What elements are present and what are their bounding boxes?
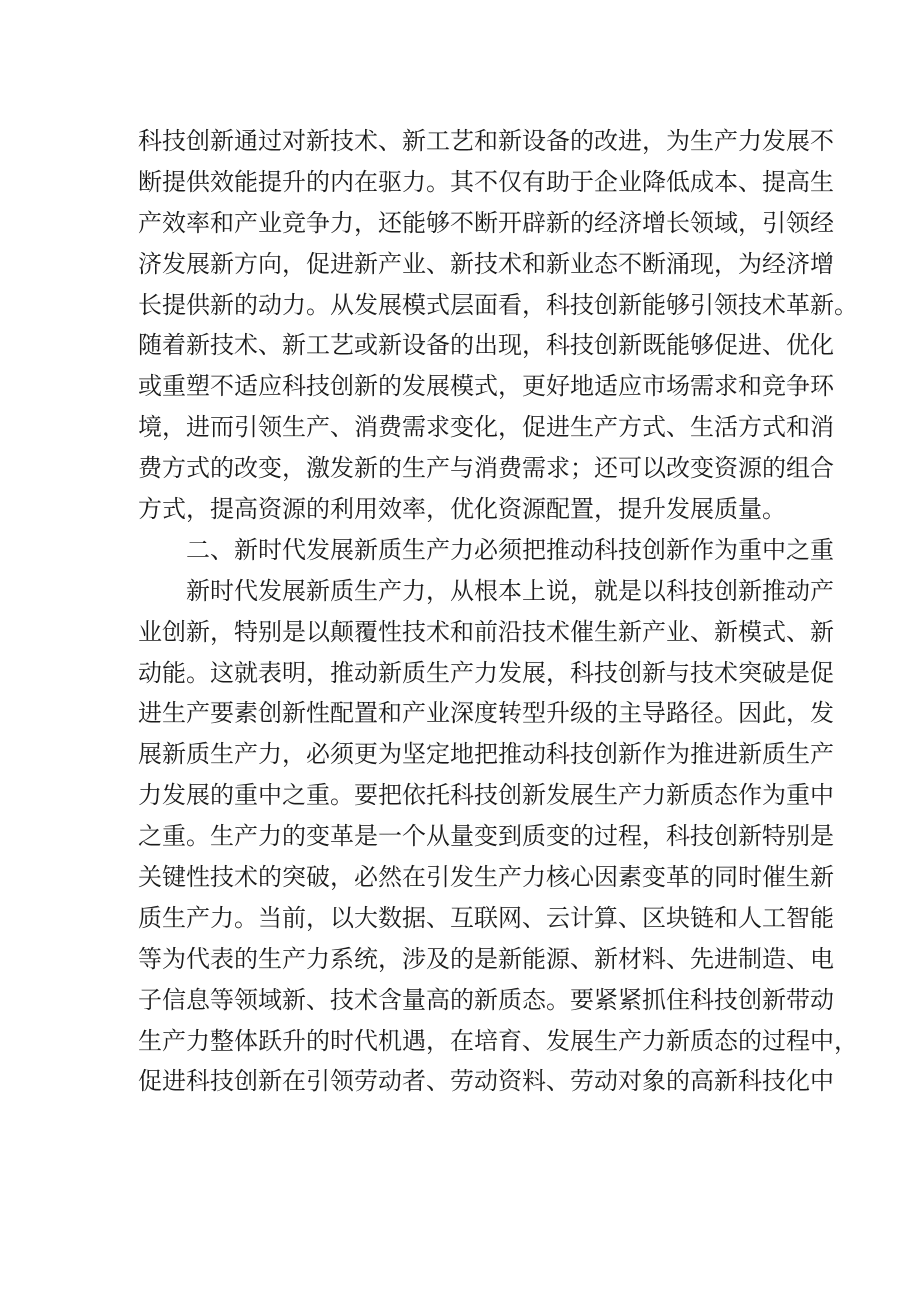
paragraph-line: 业创新，特别是以颠覆性技术和前沿技术催生新产业、新模式、新 <box>138 617 834 646</box>
paragraph-line: 长提供新的动力。从发展模式层面看，科技创新能够引领技术革新。 <box>138 290 858 319</box>
paragraph-line: 进生产要素创新性配置和产业深度转型升级的主导路径。因此，发 <box>138 699 834 728</box>
paragraph-1 <box>138 121 858 530</box>
body-text <box>138 121 858 1102</box>
paragraph-line: 济发展新方向，促进新产业、新技术和新业态不断涌现，为经济增 <box>138 249 834 278</box>
paragraph-line: 展新质生产力，必须更为坚定地把推动科技创新作为推进新质生产 <box>138 740 834 769</box>
paragraph-line: 动能。这就表明，推动新质生产力发展，科技创新与技术突破是促 <box>138 658 834 687</box>
paragraph-line: 或重塑不适应科技创新的发展模式，更好地适应市场需求和竞争环 <box>138 372 834 401</box>
paragraph-line: 生产力整体跃升的时代机遇，在培育、发展生产力新质态的过程中， <box>138 1026 858 1055</box>
paragraph-line: 等为代表的生产力系统，涉及的是新能源、新材料、先进制造、电 <box>138 944 834 973</box>
paragraph-line: 子信息等领域新、技术含量高的新质态。要紧紧抓住科技创新带动 <box>138 985 834 1014</box>
paragraph-line: 方式，提高资源的利用效率，优化资源配置，提升发展质量。 <box>138 495 786 524</box>
paragraph-line: 质生产力。当前，以大数据、互联网、云计算、区块链和人工智能 <box>138 903 834 932</box>
paragraph-line: 新时代发展新质生产力，从根本上说，就是以科技创新推动产 <box>186 576 834 605</box>
paragraph-line: 随着新技术、新工艺或新设备的出现，科技创新既能够促进、优化 <box>138 331 834 360</box>
paragraph-line: 关键性技术的突破，必然在引发生产力核心因素变革的同时催生新 <box>138 863 834 892</box>
paragraph-line: 力发展的重中之重。要把依托科技创新发展生产力新质态作为重中 <box>138 781 834 810</box>
paragraph-line: 促进科技创新在引领劳动者、劳动资料、劳动对象的高新科技化中 <box>138 1067 834 1096</box>
paragraph-line: 费方式的改变，激发新的生产与消费需求；还可以改变资源的组合 <box>138 454 834 483</box>
paragraph-line: 之重。生产力的变革是一个从量变到质变的过程，科技创新特别是 <box>138 822 834 851</box>
section-heading <box>138 530 834 571</box>
paragraph-line: 科技创新通过对新技术、新工艺和新设备的改进，为生产力发展不 <box>138 127 834 155</box>
paragraph-2 <box>138 571 858 1103</box>
section-heading-text: 二、新时代发展新质生产力必须把推动科技创新作为重中之重 <box>186 535 834 564</box>
paragraph-line: 境，进而引领生产、消费需求变化，促进生产方式、生活方式和消 <box>138 413 834 442</box>
paragraph-line: 产效率和产业竞争力，还能够不断开辟新的经济增长领域，引领经 <box>138 208 834 237</box>
paragraph-line: 断提供效能提升的内在驱力。其不仅有助于企业降低成本、提高生 <box>138 167 834 196</box>
